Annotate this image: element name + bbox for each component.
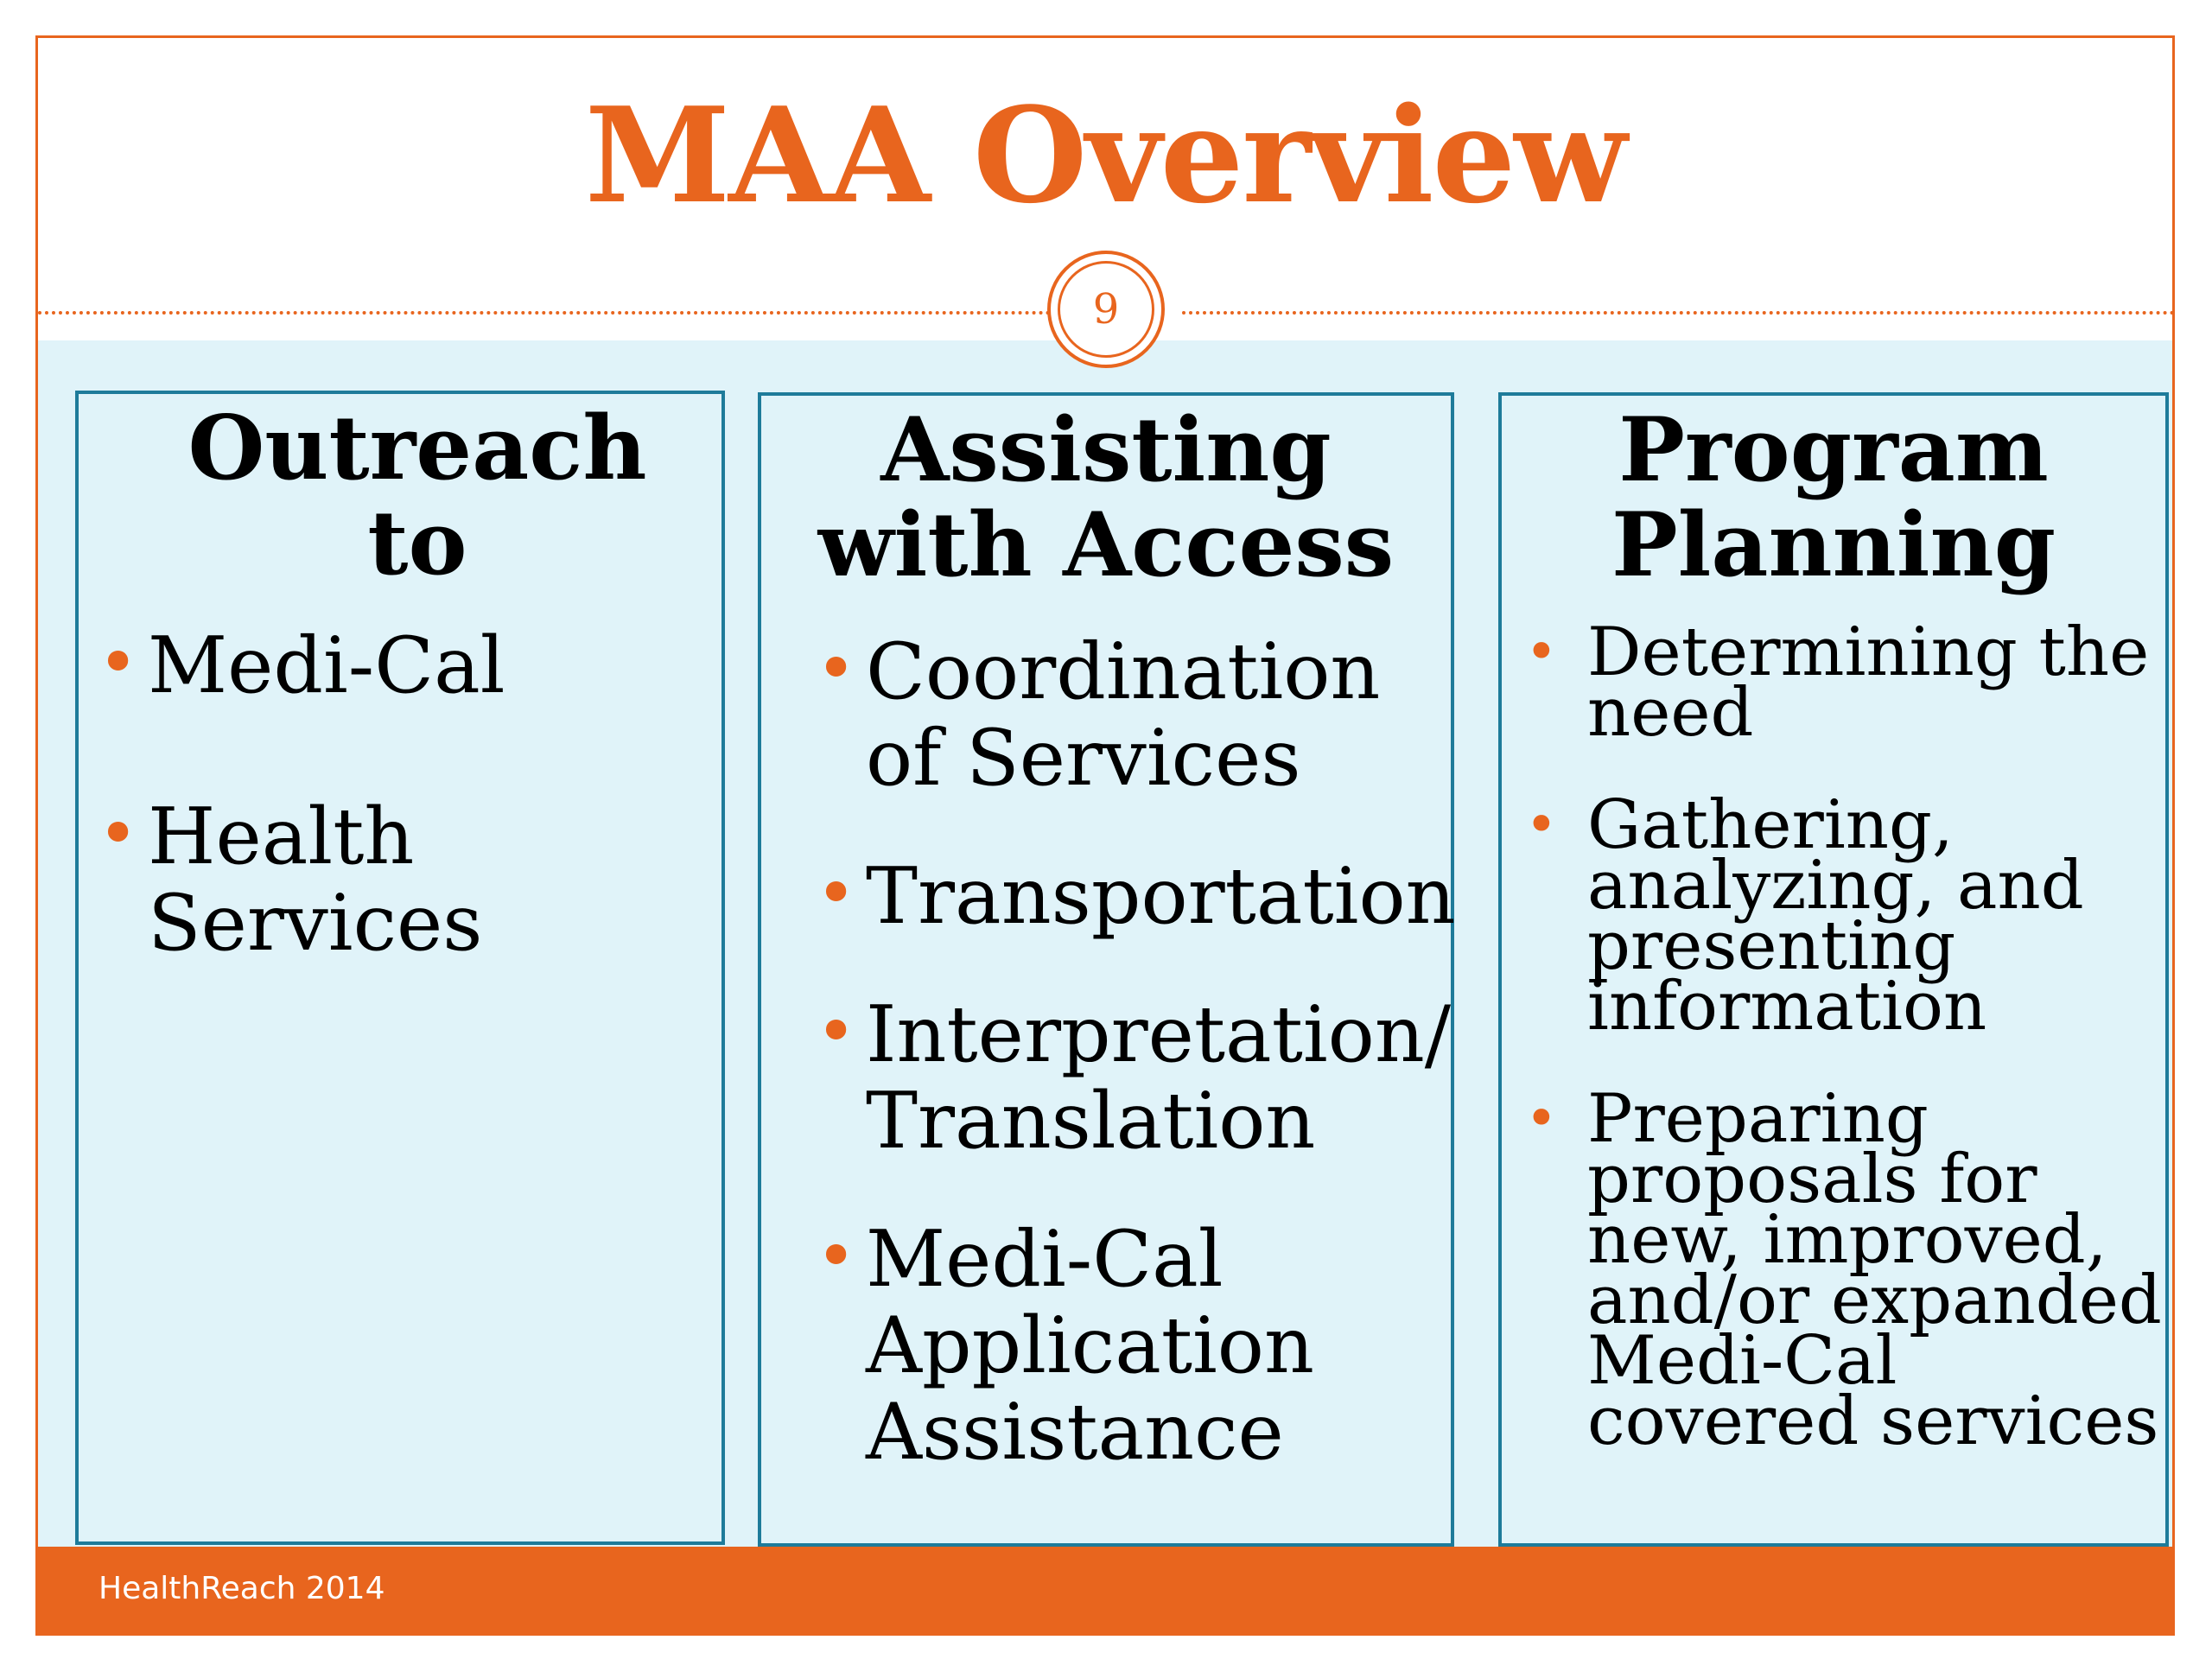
list-item-text: Gathering, analyzing, and presenting information — [1587, 786, 2084, 1046]
slide-title: MAA Overview — [584, 78, 1626, 232]
bullet-list — [816, 626, 1456, 1528]
footer-bar — [38, 1547, 2172, 1633]
column-heading: Program Planning — [1611, 398, 2056, 597]
column-outreach — [75, 391, 725, 1545]
bullet-icon: • — [816, 1216, 857, 1296]
column-assisting-access — [758, 392, 1454, 1547]
slide — [35, 35, 2175, 1636]
list-item — [1525, 786, 2166, 1046]
page-number-badge — [1047, 251, 1165, 368]
divider-right — [1182, 311, 2175, 315]
bullet-icon: • — [1525, 620, 1558, 684]
bullet-list — [1525, 613, 2166, 1503]
list-item — [1525, 613, 2166, 752]
bullet-list — [98, 620, 721, 1052]
list-item — [816, 989, 1452, 1166]
bullet-icon: • — [98, 793, 139, 874]
bullet-icon: • — [1525, 793, 1558, 857]
bullet-icon: • — [98, 622, 139, 702]
list-item — [816, 851, 1456, 942]
column-program-planning — [1498, 392, 2169, 1547]
list-item-text: Interpretation/ Translation — [866, 989, 1452, 1166]
list-item-text: Medi-Cal — [148, 620, 505, 711]
list-item-text: Transportation — [866, 851, 1456, 942]
list-item-text: Coordination of Services — [866, 626, 1381, 804]
list-item — [1525, 1080, 2166, 1460]
list-item — [98, 791, 721, 969]
bullet-icon: • — [816, 853, 857, 933]
column-heading: Assisting with Access — [817, 398, 1395, 597]
bullet-icon: • — [816, 991, 857, 1071]
list-item-text: Medi-Cal Application Assistance — [866, 1214, 1314, 1478]
divider-left — [38, 311, 1058, 315]
page-number: 9 — [1058, 261, 1154, 358]
bullet-icon: • — [816, 628, 857, 709]
column-heading: Outreach to — [188, 397, 647, 595]
list-item — [98, 620, 721, 711]
list-item-text: Health Services — [148, 791, 483, 969]
list-item-text: Preparing proposals for new, improved, and/or expanded Medi-Cal covered services — [1587, 1080, 2162, 1460]
list-item — [816, 626, 1445, 804]
list-item — [816, 1214, 1445, 1478]
bullet-icon: • — [1525, 1087, 1558, 1151]
footer-text: HealthReach 2014 — [99, 1571, 385, 1606]
list-item-text: Determining the need — [1587, 613, 2150, 752]
